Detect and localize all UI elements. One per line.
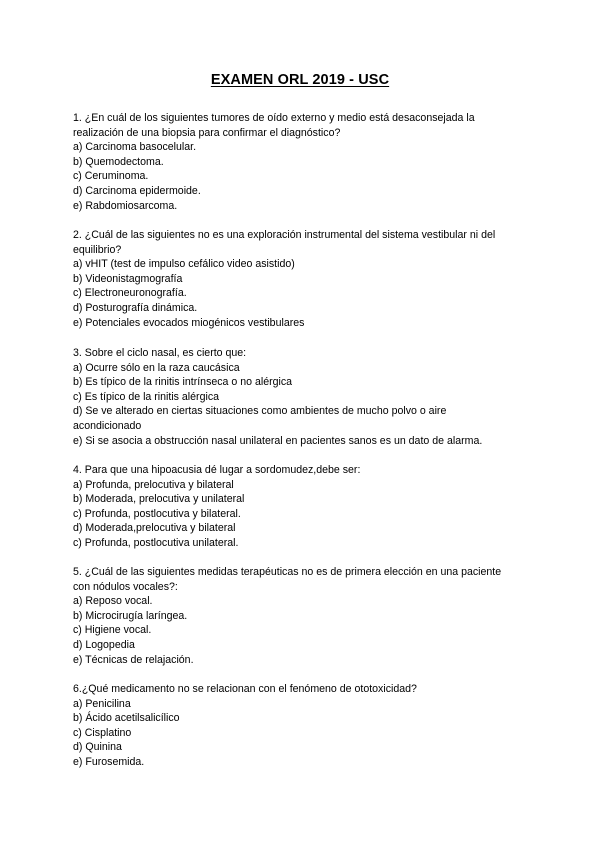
answer-option: b) Quemodectoma. [73,155,164,168]
answer-option: d) Carcinoma epidermoide. [73,184,201,197]
answer-options [73,140,533,213]
answer-option: d) Moderada,prelocutiva y bilateral [73,522,236,535]
question-text-line: realización de una biopsia para confirmar el diagnóstico? [73,126,341,139]
answer-option-continuation: acondicionado [73,419,142,432]
answer-option: e) Potenciales evocados miogénicos vestibulares [73,316,305,329]
question-text-line: con nódulos vocales?: [73,580,178,593]
answer-option: c) Es típico de la rinitis alérgica [73,390,220,403]
answer-option: a) Ocurre sólo en la raza caucásica [73,361,240,374]
question-text-line: 6.¿Qué medicamento no se relacionan con el fenómeno de ototoxicidad? [73,683,417,695]
answer-option: d) Se ve alterado en ciertas situaciones como ambientes de mucho polvo o aire [73,405,447,418]
question-text-line: 4. Para que una hipoacusia dé lugar a sordomudez,debe ser: [73,464,361,476]
answer-options [73,361,533,449]
question-text [73,346,533,361]
answer-option: a) Profunda, prelocutiva y bilateral [73,478,234,491]
question-3 [73,346,533,448]
answer-option: c) Profunda, postlocutiva y bilateral. [73,507,241,520]
answer-options [73,478,533,551]
answer-option: a) vHIT (test de impulso cefálico video asistido) [73,258,295,271]
answer-option: b) Es típico de la rinitis intrínseca o no alérgica [73,376,293,389]
answer-options [73,257,533,330]
question-text [73,228,533,257]
question-text [73,111,533,140]
question-text-line: 3. Sobre el ciclo nasal, es cierto que: [73,347,247,359]
question-text-line: equilibrio? [73,243,122,256]
answer-option: e) Si se asocia a obstrucción nasal unilateral en pacientes sanos es un dato de alarma. [73,434,483,447]
question-text-line: 1. ¿En cuál de los siguientes tumores de oído externo y medio está desaconsejada la [73,112,475,124]
answer-option: c) Ceruminoma. [73,170,149,183]
answer-option: d) Quinina [73,741,122,754]
question-text-line: 2. ¿Cuál de las siguientes no es una exploración instrumental del sistema vestibular ni del [73,229,496,241]
answer-option: d) Logopedia [73,638,135,651]
answer-option: c) Cisplatino [73,726,132,739]
question-1 [73,111,533,213]
answer-option: e) Furosemida. [73,755,145,768]
question-text [73,463,533,478]
question-6 [73,682,533,770]
answer-option: b) Microcirugía laríngea. [73,609,188,622]
question-text [73,682,533,697]
answer-option: c) Electroneuronografía. [73,287,187,300]
answer-option: a) Carcinoma basocelular. [73,141,197,154]
answer-option: e) Rabdomiosarcoma. [73,199,178,212]
answer-option: c) Higiene vocal. [73,624,152,637]
answer-option: a) Reposo vocal. [73,595,153,608]
answer-option: d) Posturografía dinámica. [73,301,198,314]
answer-option: b) Ácido acetilsalicílico [73,712,180,725]
answer-options [73,697,533,770]
answer-option: b) Videonistagmografía [73,272,183,285]
answer-option: b) Moderada, prelocutiva y unilateral [73,493,245,506]
question-4 [73,463,533,551]
question-text [73,565,533,594]
answer-option: a) Penicilina [73,697,131,710]
answer-option: e) Técnicas de relajación. [73,653,194,666]
question-5 [73,565,533,667]
question-2 [73,228,533,330]
answer-option: c) Profunda, postlocutiva unilateral. [73,536,239,549]
answer-options [73,594,533,667]
question-text-line: 5. ¿Cuál de las siguientes medidas terapéuticas no es de primera elección en una paciente [73,566,502,578]
exam-title: EXAMEN ORL 2019 - USC [210,72,390,88]
